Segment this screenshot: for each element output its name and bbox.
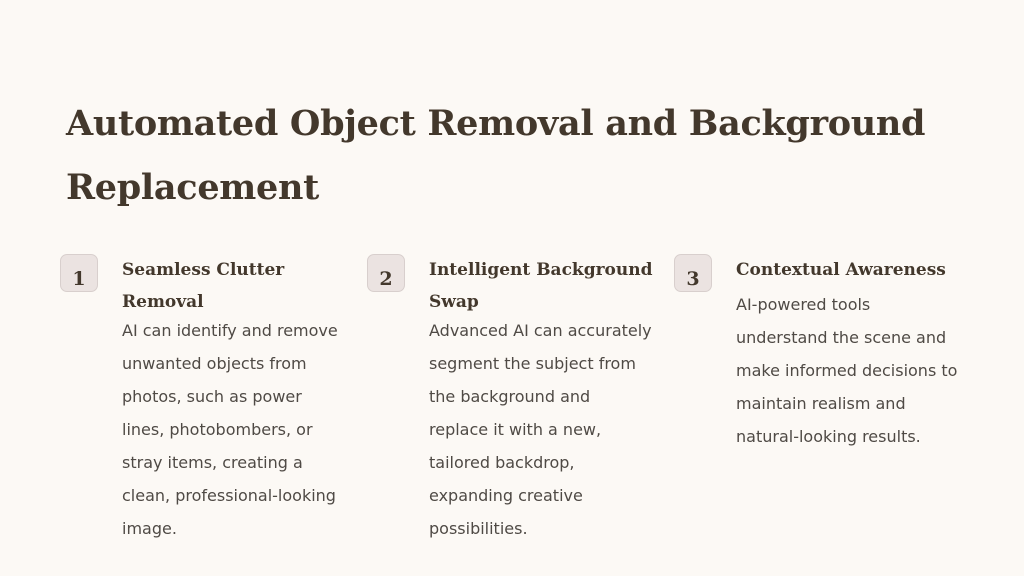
page-title: Automated Object Removal and Background Replacement [66, 103, 926, 208]
step-number-badge [367, 254, 405, 292]
feature-description: AI-powered tools understand the scene and make informed decisions to maintain realism and natural-looking results. [736, 295, 958, 446]
feature-card-contextual-awareness [674, 254, 964, 554]
feature-description: Advanced AI can accurately segment the subject from the background and replace it with a new, tailored backdrop, expanding creative possibilities. [429, 321, 652, 538]
feature-heading: Intelligent Background Swap [429, 260, 653, 312]
step-number-badge [60, 254, 98, 292]
feature-description: AI can identify and remove unwanted objects from photos, such as power lines, photobombers, or stray items, creating a clean, professional-looking image. [122, 321, 338, 538]
feature-heading: Contextual Awareness [736, 260, 946, 280]
step-number: 1 [72, 268, 86, 290]
feature-card-clutter-removal [60, 254, 350, 554]
feature-heading: Seamless Clutter Removal [122, 260, 285, 312]
feature-card-background-swap [367, 254, 657, 554]
step-number-badge [674, 254, 712, 292]
step-number: 2 [379, 268, 393, 290]
step-number: 3 [686, 268, 700, 290]
